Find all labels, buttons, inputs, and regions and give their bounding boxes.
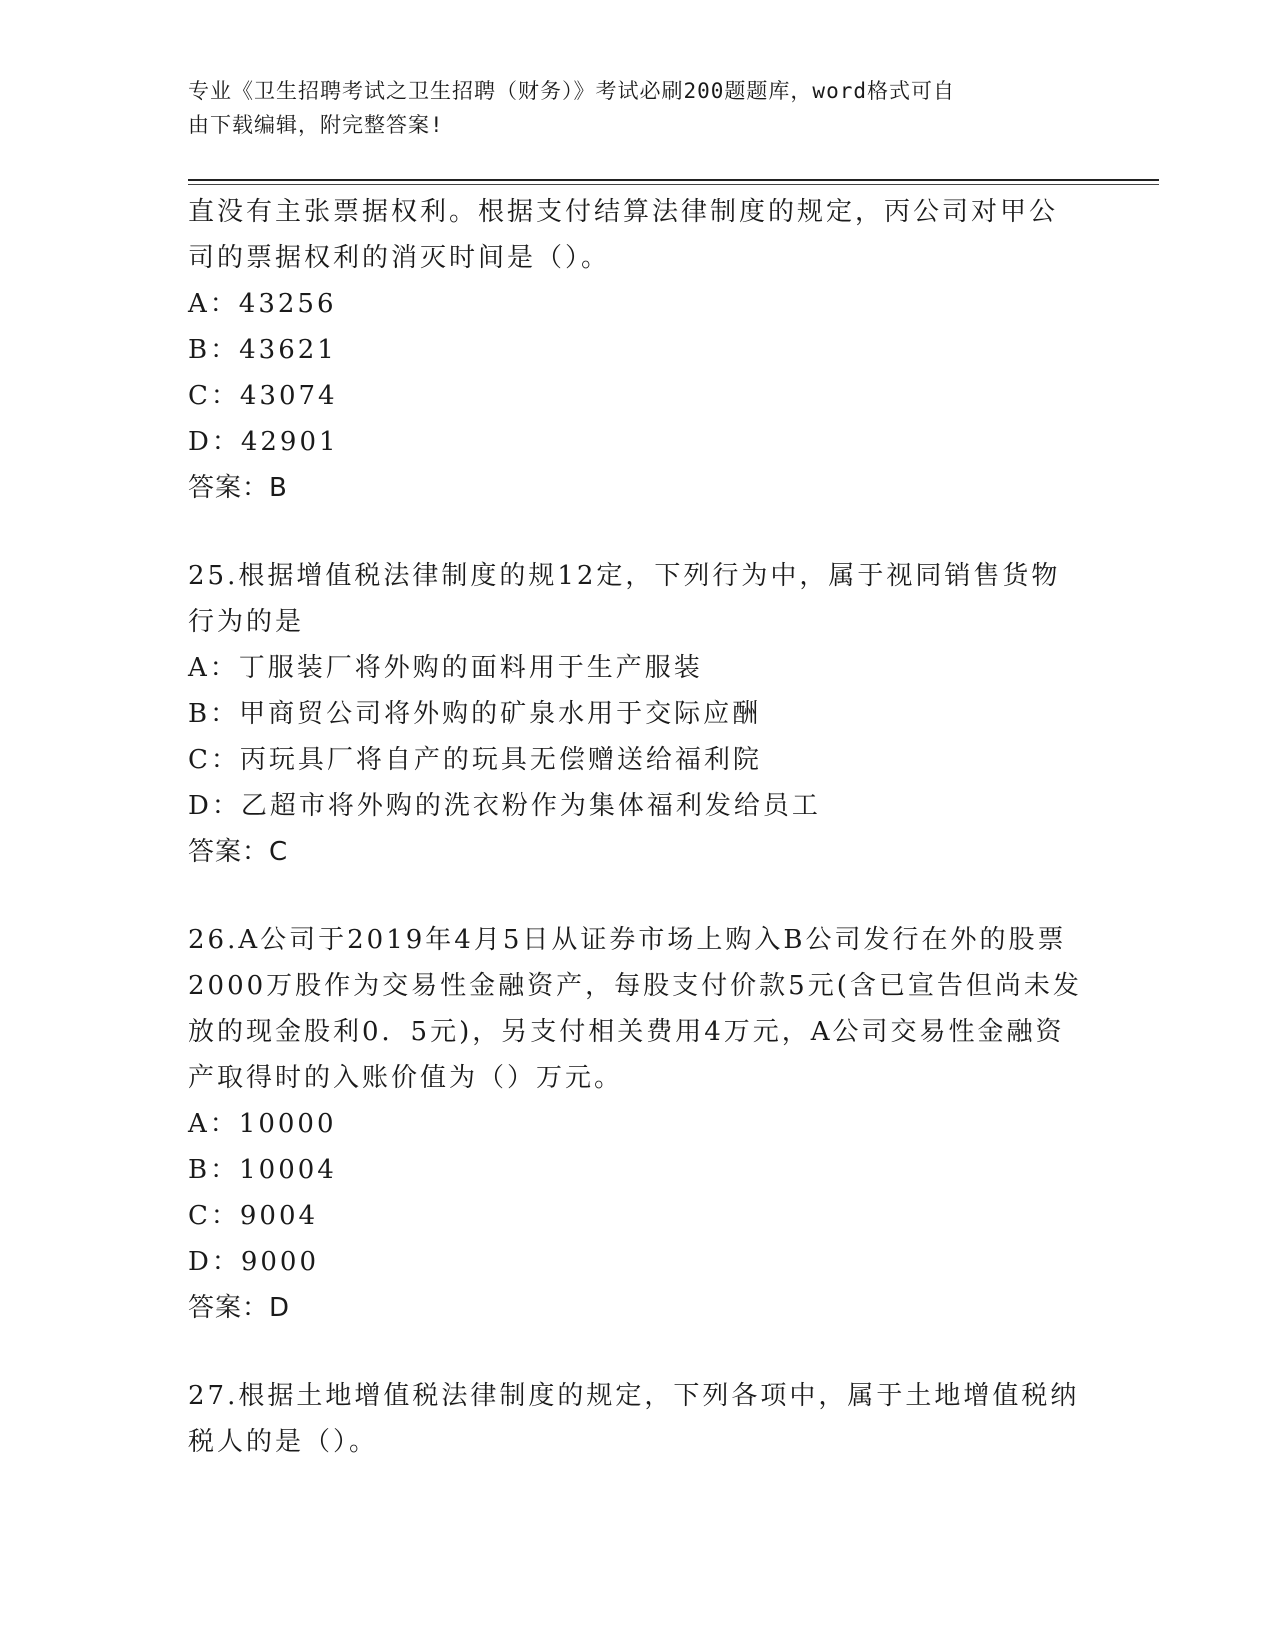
- option-a: A：丁服装厂将外购的面料用于生产服装: [188, 653, 703, 683]
- question-text-line: 26.A公司于2019年4月5日从证券市场上购入B公司发行在外的股票: [188, 925, 1067, 955]
- answer-line: 答案：C: [188, 837, 289, 867]
- option-d: D：42901: [188, 427, 339, 457]
- header-line-1: 专业《卫生招聘考试之卫生招聘（财务）》考试必刷200题题库，word格式可自: [188, 79, 955, 103]
- question-text-line: 税人的是（）。: [188, 1427, 379, 1457]
- question-spacer: [188, 1331, 1088, 1373]
- option-c: C：丙玩具厂将自产的玩具无偿赠送给福利院: [188, 745, 762, 775]
- question-text-line: 直没有主张票据权利。根据支付结算法律制度的规定，丙公司对甲公: [188, 197, 1059, 227]
- answer-line: 答案：D: [188, 1293, 291, 1323]
- header-line-2: 由下载编辑，附完整答案!: [188, 113, 444, 137]
- document-header: [188, 74, 1088, 142]
- question-27: [188, 1373, 1088, 1465]
- option-c: C：43074: [188, 381, 338, 411]
- question-26: [188, 917, 1088, 1331]
- question-spacer: [188, 875, 1088, 917]
- option-c: C：9004: [188, 1201, 319, 1231]
- question-text-line: 27.根据土地增值税法律制度的规定，下列各项中，属于土地增值税纳: [188, 1381, 1080, 1411]
- document-body: [188, 189, 1088, 1465]
- question-text-line: 2000万股作为交易性金融资产，每股支付价款5元(含已宣告但尚未发: [188, 971, 1082, 1001]
- option-d: D：9000: [188, 1247, 320, 1277]
- option-b: B：甲商贸公司将外购的矿泉水用于交际应酬: [188, 699, 762, 729]
- option-a: A：43256: [188, 289, 337, 319]
- question-text-line: 25.根据增值税法律制度的规12定，下列行为中，属于视同销售货物: [188, 561, 1061, 591]
- answer-line: 答案：B: [188, 473, 288, 503]
- question-text-line: 放的现金股利0．5元)，另支付相关费用4万元，A公司交易性金融资: [188, 1017, 1065, 1047]
- question-text-line: 产取得时的入账价值为（）万元。: [188, 1063, 624, 1093]
- option-b: B：43621: [188, 335, 337, 365]
- header-divider-thin: [188, 184, 1159, 185]
- question-text-line: 行为的是: [188, 607, 305, 637]
- question-spacer: [188, 511, 1088, 553]
- question-25: [188, 553, 1088, 875]
- header-divider-thick: [188, 179, 1159, 181]
- question-text-line: 司的票据权利的消灭时间是（）。: [188, 243, 611, 273]
- question-24-continued: [188, 189, 1088, 511]
- option-a: A：10000: [188, 1109, 337, 1139]
- option-b: B：10004: [188, 1155, 337, 1185]
- option-d: D：乙超市将外购的洗衣粉作为集体福利发给员工: [188, 791, 821, 821]
